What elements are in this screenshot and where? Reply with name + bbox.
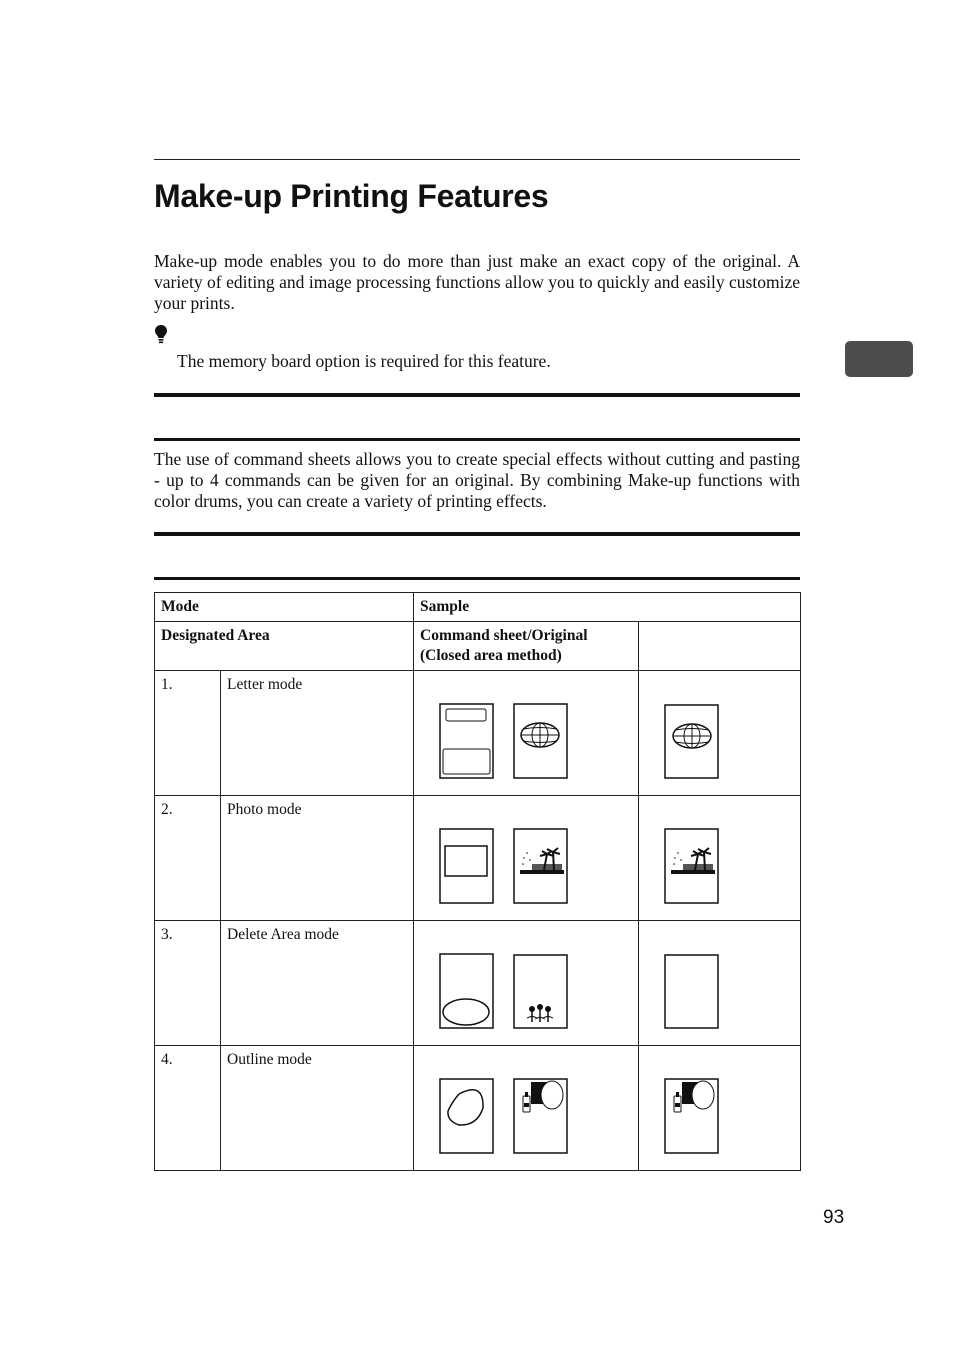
result-cell (639, 796, 801, 921)
page-number: 93 (823, 1207, 845, 1228)
header-designated-area: Designated Area (155, 622, 414, 671)
section-rule-thick-1 (154, 393, 800, 397)
result-cell (639, 671, 801, 796)
header-command-sheet (414, 622, 639, 671)
row-label: Outline mode (221, 1046, 414, 1171)
table-row (155, 671, 801, 796)
row-label: Delete Area mode (221, 921, 414, 1046)
intro-paragraph: Make-up mode enables you to do more than just make an exact copy of the original. A variety of editing and image processing functions allow you to quickly and easily customize your prints. (154, 251, 800, 313)
section-rule-thick-2 (154, 532, 800, 536)
table-row (155, 796, 801, 921)
result-palm-beach-icon (639, 796, 801, 920)
table-row (155, 1046, 801, 1171)
note-text: The memory board option is required for this feature. (177, 351, 551, 371)
result-bottle-plate-icon (639, 1046, 801, 1170)
header-command-sheet-line2: (Closed area method) (420, 647, 562, 664)
header-command-sheet-line1: Command sheet/Original (420, 627, 588, 644)
make-up-modes-table (154, 592, 801, 1171)
lightbulb-important-icon (154, 324, 168, 344)
section-rule-2 (154, 577, 800, 580)
header-sample: Sample (414, 593, 801, 622)
original-bottle-plate-icon (414, 1046, 639, 1170)
page-title: Make-up Printing Features (154, 178, 549, 214)
section-rule-1 (154, 438, 800, 441)
command-sheet-cell (414, 671, 639, 796)
command-sheet-cell (414, 1046, 639, 1171)
command-sheet-cell (414, 921, 639, 1046)
result-blank-page-icon (639, 921, 801, 1045)
row-label: Letter mode (221, 671, 414, 796)
row-number: 1. (155, 671, 221, 796)
original-palm-beach-icon (414, 796, 639, 920)
row-number: 4. (155, 1046, 221, 1171)
table-row (155, 921, 801, 1046)
row-number: 3. (155, 921, 221, 1046)
original-flowers-icon (414, 921, 639, 1045)
result-cell (639, 1046, 801, 1171)
section-paragraph: The use of command sheets allows you to create special effects without cutting and pasting - up to 4 commands can be given for an original. By combining Make-up functions with color drums, you can create a variety of printing effects. (154, 449, 800, 511)
row-label: Photo mode (221, 796, 414, 921)
original-globe-icon (414, 671, 639, 795)
header-result (639, 622, 801, 671)
result-cell (639, 921, 801, 1046)
header-rule (154, 159, 800, 160)
chapter-tab (845, 341, 913, 377)
row-number: 2. (155, 796, 221, 921)
header-mode: Mode (155, 593, 414, 622)
command-sheet-cell (414, 796, 639, 921)
result-globe-icon (639, 671, 801, 795)
